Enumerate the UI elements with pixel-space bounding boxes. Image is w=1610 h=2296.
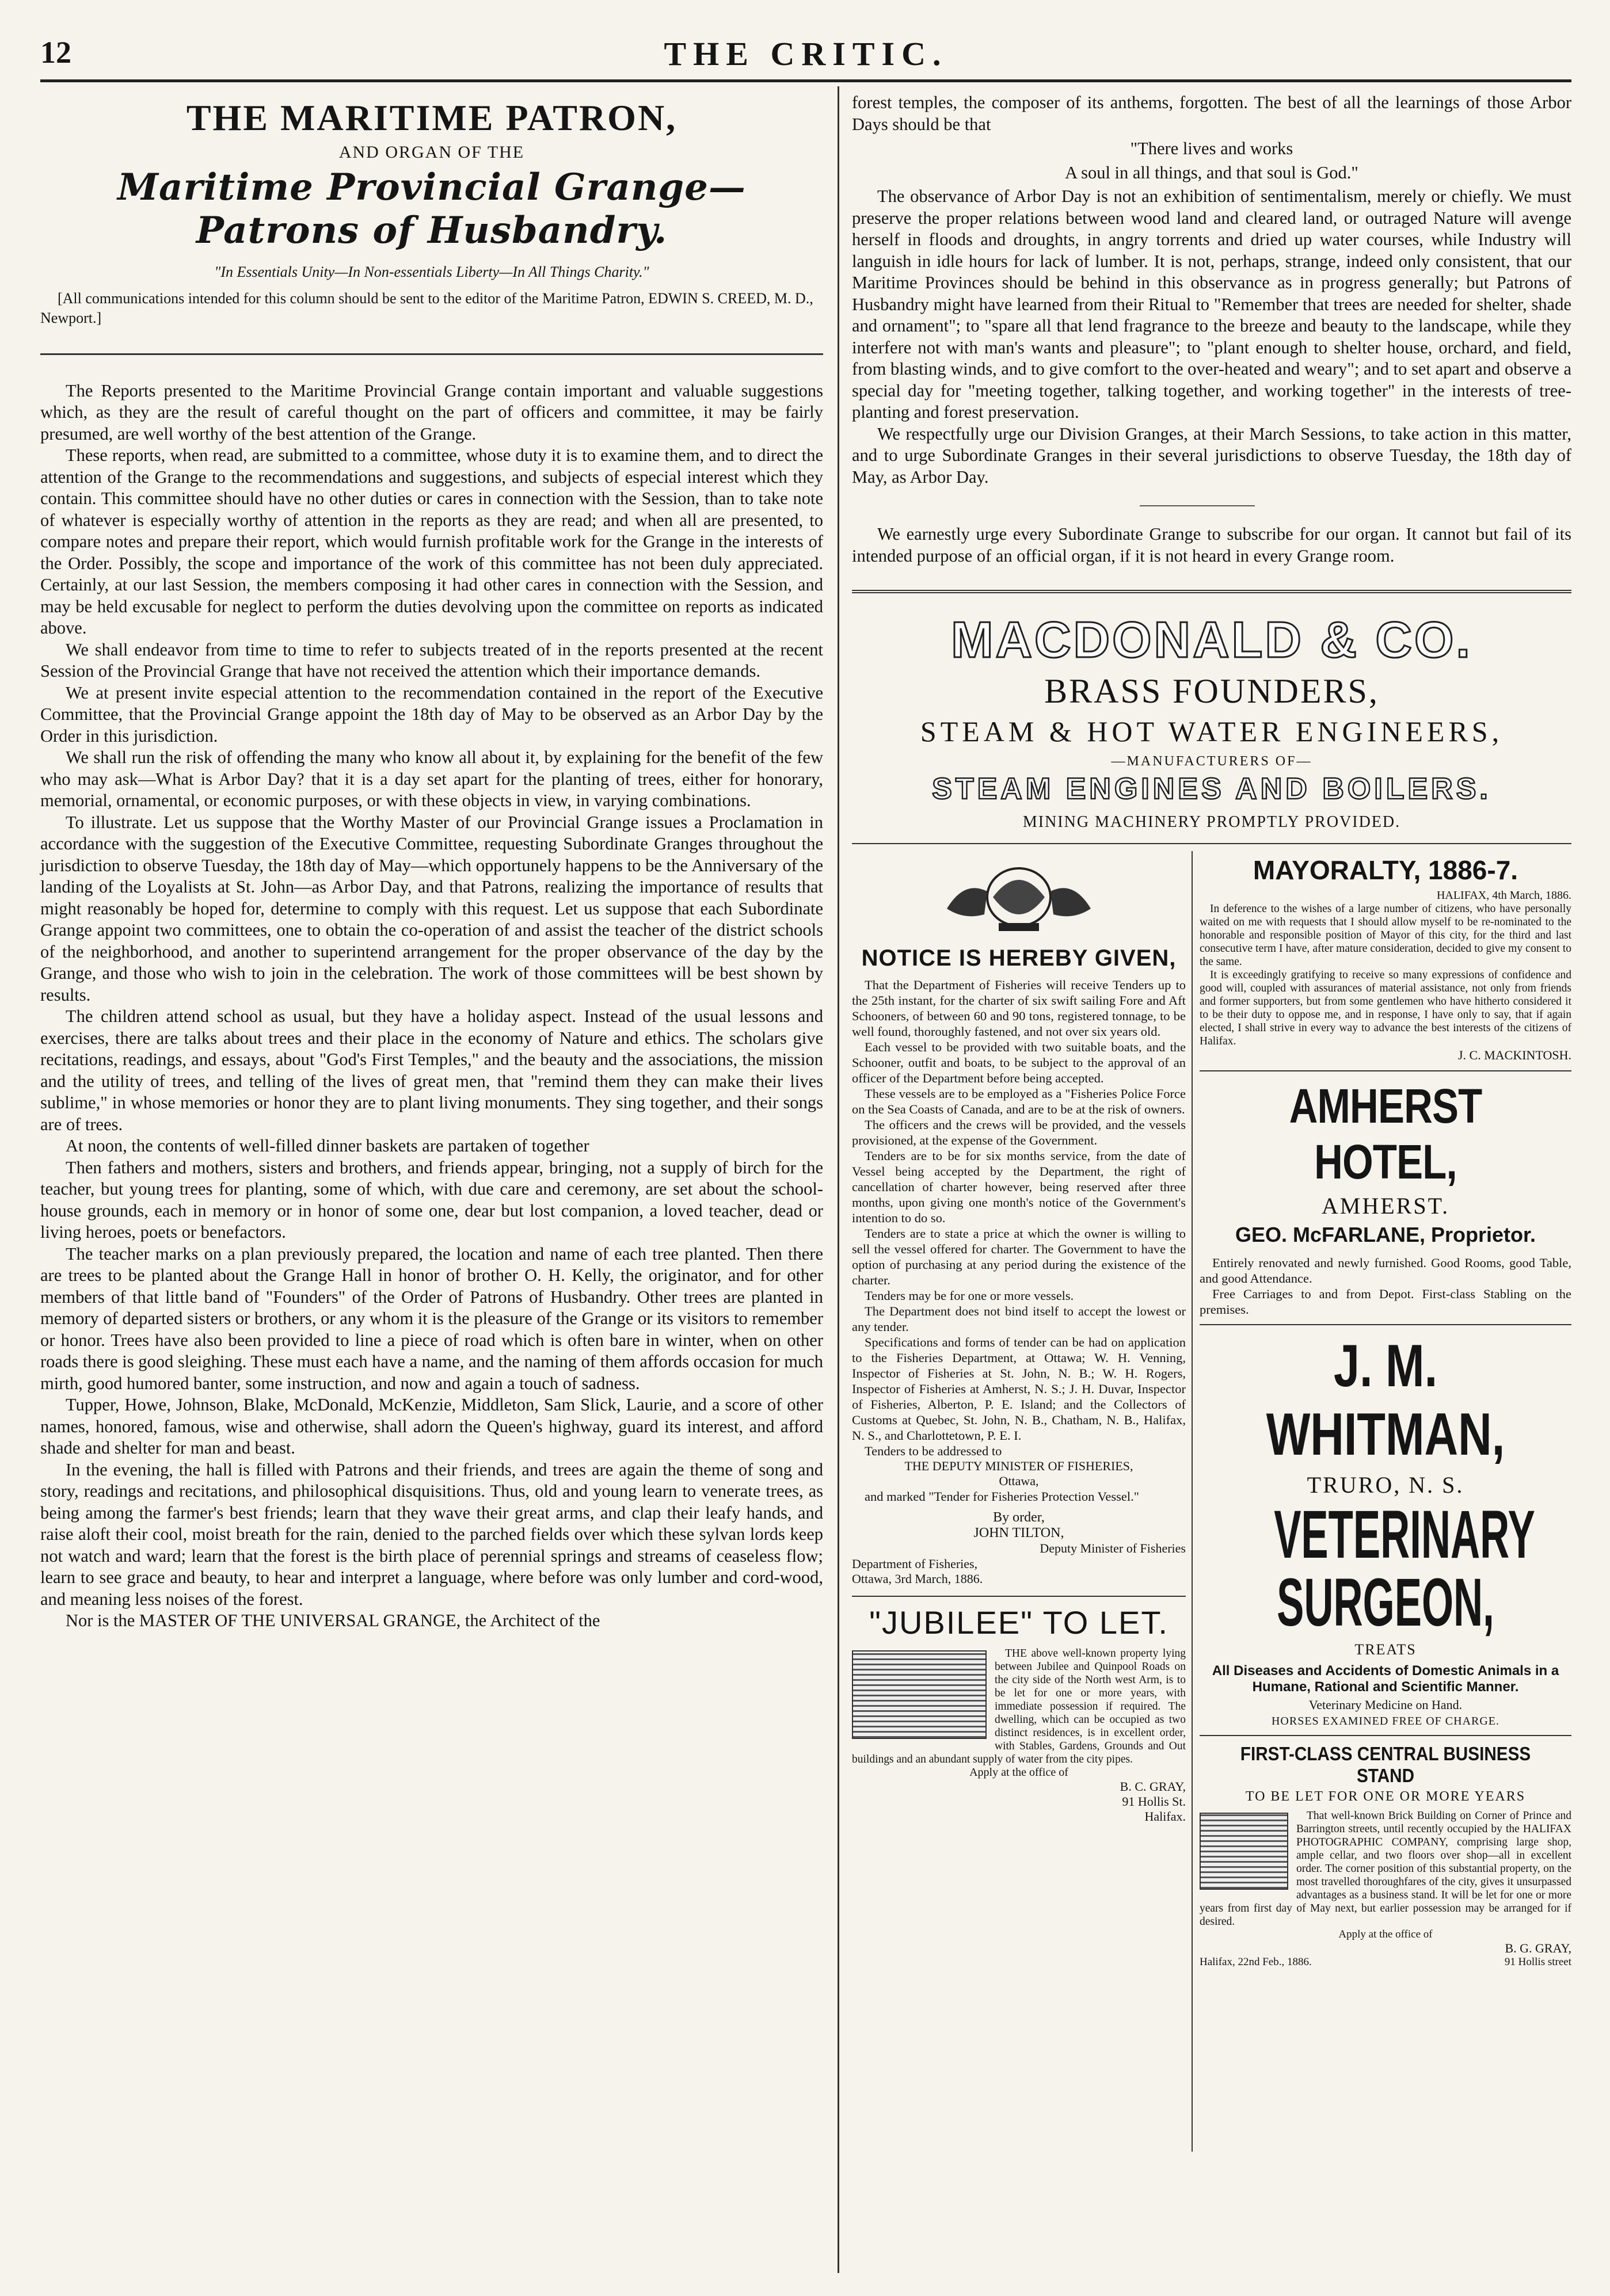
business-apply: Apply at the office of	[1338, 1928, 1433, 1940]
notice-signer-title: Deputy Minister of Fisheries	[1040, 1541, 1186, 1556]
notice-heading: NOTICE IS HEREBY GIVEN,	[861, 945, 1177, 971]
ad-rule	[1200, 1735, 1571, 1736]
business-heading: FIRST-CLASS CENTRAL BUSINESS STAND	[1240, 1742, 1531, 1786]
header-rule	[40, 79, 1571, 82]
by-order: By order,	[993, 1510, 1045, 1525]
royal-arms-icon	[924, 857, 1114, 937]
jubilee-name: B. C. GRAY,	[1120, 1779, 1186, 1794]
notice-signer: JOHN TILTON,	[973, 1525, 1064, 1541]
mayoralty-paragraph: It is exceedingly gratifying to receive so many expressions of confidence and good will, coupled with assurances of material assistance, not only from friends and former supporters, but from some gentlemen who have hitherto considered it to be their duty to oppose me, and in response, I have only to say, that if again elected, I shall strive in every way to advance the best interests of the citizens of Halifax.	[1200, 969, 1571, 1048]
right-column	[852, 92, 1571, 2163]
amherst-town: AMHERST.	[1321, 1192, 1450, 1219]
page-header	[40, 35, 1571, 73]
editor-note: [All communications intended for this column should be sent to the editor of the Maritime Patron, EDWIN S. CREED, M. D., Newport.]	[40, 290, 813, 326]
article-continuation	[852, 92, 1571, 567]
notice-address: and marked "Tender for Fisheries Protection Vessel."	[865, 1489, 1139, 1504]
paragraph: The teacher marks on a plan previously prepared, the location and name of each tree planted. Then there are trees to be planted about the Grange Hall in honor of brother O. H. Kelly, the originator, and for other members of that little band of "Founders" of the Order of Patrons of Husbandry. Other trees are planted in memory of departed sisters or brothers, or any whom it is the pleasure of the Grange or its visitors to remember or honor. Trees have also been provided to line a piece of road which is often bare in winter, when on other roads there is good sleighing. These must each have a name, and the naming of them affords occasion for much mirth, good humored banter, some instruction, and now and again a touch of sadness.	[40, 1244, 823, 1393]
jubilee-addr: Halifax.	[1144, 1809, 1186, 1824]
macdonald-name: MACDONALD & CO.	[951, 611, 1472, 669]
macdonald-line: STEAM ENGINES AND BOILERS.	[932, 772, 1491, 806]
mayoralty-dateline: HALIFAX, 4th March, 1886.	[1436, 889, 1571, 902]
amherst-hotel-name: AMHERST HOTEL,	[1289, 1078, 1482, 1189]
macdonald-line: —MANUFACTURERS OF—	[1111, 754, 1312, 769]
macdonald-line: STEAM & HOT WATER ENGINEERS,	[920, 715, 1504, 748]
paragraph: These reports, when read, are submitted to a committee, whose duty it is to examine them, and to direct the attention of the Grange to the recommendations and suggestions, and subjects of especial interest which they contain. This committee should have no other duties or cares in connection with the Session, than to take note of whatever is especially worthy of attention in the reports as they are read; and when all are presented, to compare notes and prepare their report, which would furnish profitable work for the Grange in the interests of the Order. Possibly, the scope and importance of the work of this committee has not been duly appreciated. Certainly, at our last Session, the members composing it had other cares in connection with the Session, and may be held excusable for neglect to perform the duties devolving upon the committee on reports as indicated above.	[40, 445, 823, 638]
amherst-paragraph: Free Carriages to and from Depot. First-class Stabling on the premises.	[1200, 1286, 1571, 1317]
notice-paragraph: Tenders are to be for six months service, from the date of Vessel being accepted by the Department, the right of cancellation of charter however, being reserved after three months, upon giving one month's notice of the Government's intention to do so.	[852, 1149, 1186, 1226]
whitman-name: J. M. WHITMAN,	[1266, 1332, 1505, 1468]
paragraph: The children attend school as usual, but they have a holiday aspect. Instead of the usual lessons and exercises, there are talks about trees and their place in the economy of Nature and ethics. The scholars give recitations, readings, and essays, about "God's First Temples," and the beauty and the associations, the mission and the utility of trees, and telling of the lives of great men, that "remind them they can make their lives sublime," in whose memories or honor they are to plant living monuments. They sing together, and their songs are of trees.	[40, 1006, 823, 1134]
paragraph: Nor is the MASTER OF THE UNIVERSAL GRANGE, the Architect of the	[66, 1611, 600, 1631]
left-column	[40, 92, 823, 1632]
ad-rule	[852, 843, 1571, 844]
masthead-motto: "In Essentials Unity—In Non-essentials Liberty—In All Things Charity."	[214, 264, 649, 280]
mayoralty-paragraph: In deference to the wishes of a large number of citizens, who have personally waited on me with requests that I should allow myself to be re-nominated to the honorable and responsible position of Mayor of this city, for the third and last consecutive term I have, after mature consideration, decided to give my consent to the same.	[1200, 903, 1571, 968]
business-dateline	[1200, 1956, 1571, 1969]
amherst-body	[1200, 1255, 1571, 1317]
notice-paragraph: That the Department of Fisheries will receive Tenders up to the 25th instant, for the charter of six swift sailing Fore and Aft Schooners, of between 60 and 90 tons, registered tonnage, to be well found, thoroughly fastened, and not over six years old.	[852, 978, 1186, 1039]
paragraph: We shall run the risk of offending the many who know all about it, by explaining for the benefit of the few who may ask—What is Arbor Day? that it is a day set apart for the planting of trees, either for honorary, memorial, ornamental, or economic purposes, or with these objects in view, in varying combinations.	[40, 747, 823, 811]
notice-paragraph: The officers and the crews will be provided, and the vessels provisioned, at the expense of the Government.	[852, 1118, 1186, 1148]
paragraph: Then fathers and mothers, sisters and brothers, and friends appear, bringing, not a supply of birch for the teacher, but young trees for planting, some of which, with due care and ceremony, are set about the school-house grounds, each in memory or in honor of some one, dear but lost companion, a loved teacher, dead or living heroes, poets or benefactors.	[40, 1157, 823, 1242]
notice-paragraph: Specifications and forms of tender can be had on application to the Fisheries Department, at Ottawa; W. H. Venning, Inspector of Fisheries at St. John, N. B.; W. H. Rogers, Inspector of Fisheries at Amherst, N. S.; J. H. Duvar, Inspector of Fisheries, Alberton, P. E. Island; and the Collectors of Customs at Quebec, St. John, N. B., Chatham, N. B., Halifax, N. S., and Charlottetown, P. E. I.	[852, 1335, 1186, 1443]
business-body	[1200, 1809, 1571, 1969]
paragraph: In the evening, the hall is filled with Patrons and their friends, and trees are again the theme of song and story, readings and recitations, and philosophical disquisitions. Thus, old and young learn to venerate trees, as being among the farmer's best friends; learn that they wave their great arms, and clap their leafy hands, and raise aloft their cool, moist breath for the rain, denied to the parched fields over which these sylvan lords keep not watch and ward; learn that the forest is the birth place of perennial springs and streams of ceaseless flow; learn to see grace and beauty, to hear and interpret a language, where before was only lumber and cord-wood, and meaning less noises of the forest.	[40, 1459, 823, 1609]
amherst-paragraph: Entirely renovated and newly furnished. Good Rooms, good Table, and good Attendance.	[1200, 1255, 1571, 1286]
whitman-town: TRURO, N. S.	[1307, 1471, 1464, 1498]
masthead-rule	[40, 353, 823, 355]
verse-line: "There lives and works	[1130, 139, 1293, 158]
publication-title: THE CRITIC.	[664, 35, 948, 73]
business-addr: 91 Hollis street	[1504, 1956, 1571, 1969]
notice-column	[852, 851, 1186, 1825]
jubilee-heading: "JUBILEE" TO LET.	[869, 1604, 1169, 1641]
whitman-line: Veterinary Medicine on Hand.	[1308, 1697, 1463, 1712]
mayoralty-body	[1200, 902, 1571, 1063]
building-illustration	[1200, 1813, 1288, 1890]
paragraph: To illustrate. Let us suppose that the Worthy Master of our Provincial Grange issues a Proclamation in accordance with the suggestion of the Executive Committee, requesting Subordinate Granges throughout the jurisdiction to observe Tuesday, the 18th day of May—which opportunely happens to be the Anniversary of the landing of the Loyalists at St. John—as Arbor Day, and that Patrons, realizing the importance of results that might reasonably be hoped for, determine to comply with this request. Let us suppose that each Subordinate Grange appoint two committees, one to obtain the co-operation of and assist the teacher of the district schools of the neighborhood, and another to superintend arrangement for the proper observance of the day by the Grange, and those who wish to join in the celebration. The work of those committees will be best shown by results.	[40, 812, 823, 1005]
ad-rule	[1200, 1070, 1571, 1071]
notice-paragraph: These vessels are to be employed as a "Fisheries Police Force on the Sea Coasts of Canada, and are to be at the risk of owners.	[852, 1086, 1186, 1117]
article-body	[40, 380, 823, 1632]
whitman-line: HORSES EXAMINED FREE OF CHARGE.	[1271, 1714, 1500, 1727]
paragraph: We at present invite especial attention to the recommendation contained in the report of the Executive Committee, that the Provincial Grange appoint the 18th day of May to be observed as an Arbor Day by the Order in this jurisdiction.	[40, 682, 823, 746]
masthead-title: THE MARITIME PATRON,	[186, 97, 678, 138]
notice-date: Ottawa, 3rd March, 1886.	[852, 1571, 983, 1586]
business-sub: TO BE LET FOR ONE OR MORE YEARS	[1245, 1788, 1526, 1804]
paragraph: The Reports presented to the Maritime Provincial Grange contain important and valuable suggestions which, as they are the result of careful thought on the part of officers and committee, it may be fairly presumed, are well worthy of the best attention of the Grange.	[40, 380, 823, 444]
notice-address: Ottawa,	[999, 1474, 1039, 1489]
jubilee-addr: 91 Hollis St.	[1122, 1794, 1186, 1809]
whitman-line: All Diseases and Accidents of Domestic Animals in a Humane, Rational and Scientific Manner.	[1212, 1662, 1559, 1695]
jubilee-text: THE above well-known property lying between Jubilee and Quinpool Roads on the city side of the North west Arm, is to be let for one or more years, with immediate possession if required. The dwelling, which can be occupied as two distinct residences, is in excellent order, with Stables, Gardens, Grounds and Out buildings and an abundant supply of water from the city pipes.	[852, 1647, 1186, 1765]
amherst-proprietor: GEO. McFARLANE, Proprietor.	[1235, 1222, 1536, 1246]
whitman-treats: TREATS	[1354, 1641, 1417, 1658]
short-rule	[1140, 505, 1255, 506]
business-name: B. G. GRAY,	[1505, 1940, 1571, 1955]
paragraph: At noon, the contents of well-filled dinner baskets are partaken of together	[66, 1136, 589, 1156]
notice-paragraph: Tenders may be for one or more vessels.	[865, 1288, 1074, 1303]
macdonald-ad	[852, 590, 1571, 832]
ads-grid	[852, 851, 1571, 2163]
macdonald-line: BRASS FOUNDERS,	[1044, 672, 1379, 711]
notice-paragraph: Tenders to be addressed to	[865, 1444, 1002, 1459]
macdonald-line: MINING MACHINERY PROMPTLY PROVIDED.	[1022, 813, 1401, 832]
paragraph: The observance of Arbor Day is not an exhibition of sentimentalism, merely or chiefly. We must preserve the proper relations between wood land and cleared land, or outraged Nature will avenge herself in floods and droughts, in angry torrents and dried up water courses, while Industry will languish in idle hours for lack of lumber. It is not, perhaps, strange, indeed only consistent, that our Maritime Provinces should be behind in this observance as in progress generally; but Patrons of Husbandry might have learned from their Ritual to "Remember that trees are needed for shelter, shade and ornament"; to "spare all that lend fragrance to the breeze and beauty to the landscape, while they interfere not with man's wants and pleasure"; to "plant enough to shelter house, orchard, and field, from blasting winds, and to give comfort to the over-heated and weary"; and to set apart and observe a special day for "meeting together, talking together, and working together" in the interests of tree-planting and forest preservation.	[852, 186, 1571, 422]
masthead-and-organ: AND ORGAN OF THE	[338, 143, 525, 162]
paragraph: We shall endeavor from time to time to refer to subjects treated of in the reports presented at the recent Session of the Provincial Grange that have not received the attention which their importance demands.	[40, 639, 823, 681]
jubilee-body	[852, 1647, 1186, 1825]
classified-column	[1200, 851, 1571, 1969]
subscribe-note: We earnestly urge every Subordinate Grange to subscribe for our organ. It cannot but fail of its intended purpose of an official organ, if it is not heard in every Grange room.	[852, 524, 1571, 566]
notice-dept: Department of Fisheries,	[852, 1556, 978, 1571]
notice-address: THE DEPUTY MINISTER OF FISHERIES,	[904, 1459, 1133, 1474]
paragraph: Tupper, Howe, Johnson, Blake, McDonald, McKenzie, Middleton, Sam Slick, Laurie, and a score of other names, honored, famous, wise and otherwise, shall adorn the Queen's highway, guard its interest, and afford shade and shelter for man and beast.	[40, 1395, 823, 1458]
ad-rule	[852, 1596, 1186, 1597]
paragraph: We respectfully urge our Division Granges, at their March Sessions, to take action in this matter, and to urge Subordinate Granges in their several jurisdictions to observe Tuesday, the 18th day of May, as Arbor Day.	[852, 424, 1571, 487]
business-text: That well-known Brick Building on Corner of Prince and Barrington streets, until recently occupied by the HALIFAX PHOTOGRAPHIC COMPANY, comprising large shop, ample cellar, and two floors over shop—all in excellent order. The corner position of this substantial property, on the most travelled thoroughfares of the city, gives it unsurpassed advantages as a business stand. It will be let for one or more years from first day of May next, but earlier possession may be arranged for if desired.	[1200, 1809, 1571, 1928]
mayoralty-signer: J. C. MACKINTOSH.	[1457, 1048, 1571, 1063]
notice-body	[852, 977, 1186, 1586]
paragraph: forest temples, the composer of its anthems, forgotten. The best of all the learnings of those Arbor Days should be that	[852, 93, 1571, 134]
notice-paragraph: The Department does not bind itself to accept the lowest or any tender.	[852, 1304, 1186, 1334]
masthead-grange: Maritime Provincial Grange—Patrons of Husbandry.	[117, 166, 746, 252]
house-illustration	[852, 1650, 987, 1739]
ads-divider	[1192, 851, 1193, 2152]
verse-line: A soul in all things, and that soul is God."	[1065, 163, 1358, 183]
notice-paragraph: Tenders are to state a price at which the owner is willing to sell the vessel offered for charter. The Government to have the option of purchasing at any period during the existence of the charter.	[852, 1226, 1186, 1288]
column-divider	[838, 86, 839, 2273]
mayoralty-heading: MAYORALTY, 1886-7.	[1253, 855, 1518, 886]
ad-rule	[1200, 1324, 1571, 1325]
veterinary-surgeon: VETERINARY SURGEON,	[1274, 1496, 1535, 1641]
page-number: 12	[40, 35, 71, 70]
notice-paragraph: Each vessel to be provided with two suitable boats, and the Schooner, outfit and boats, to be subject to the approval of an officer of the Department before being accepted.	[852, 1040, 1186, 1086]
jubilee-apply: Apply at the office of	[969, 1765, 1068, 1779]
business-date: Halifax, 22nd Feb., 1886.	[1200, 1956, 1312, 1969]
